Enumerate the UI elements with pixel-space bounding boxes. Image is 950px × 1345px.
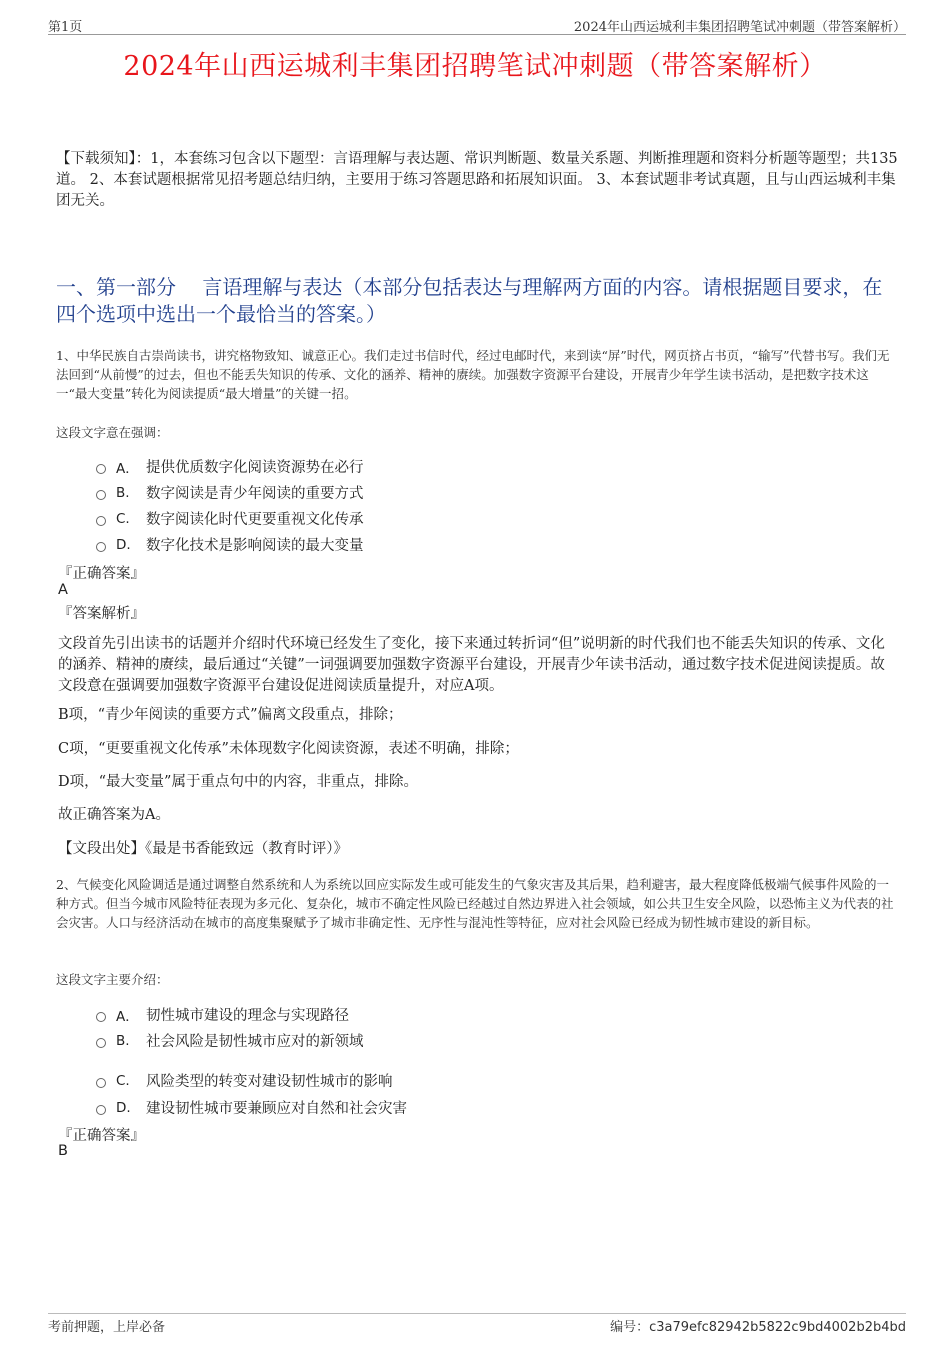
radio-icon[interactable] [96, 1012, 106, 1022]
question-1-analysis-c: C项，“更要重视文化传承”未体现数字化阅读资源，表述不明确，排除； [58, 741, 519, 757]
footer-slogan: 考前押题，上岸必备 [48, 1320, 166, 1335]
question-2-text: 2、气候变化风险调适是通过调整自然系统和人为系统以回应实际发生或可能发生的气象灾害及其后果，趋利避害，最大程度降低极端气候事件风险的一种方式。但当今城市风险特征表现为多元化、复杂化，城市不确定性风险已经越过自然边界进入社会领域，如公共卫生安全风险，以恐怖主义为代表的社会灾害。人口与经济活动在城市的高度集聚赋予了城市非确定性、无序性与混沌性等特征，应对社会风险已经成为韧性城市建设的新目标。 [56, 877, 894, 930]
question-1-source: 【文段出处】《最是书香能致远（教育时评）》 [58, 841, 348, 857]
radio-icon[interactable] [96, 464, 106, 474]
radio-icon[interactable] [96, 1038, 106, 1048]
question-2-prompt: 这段文字主要介绍： [56, 972, 169, 987]
question-2-option-a[interactable]: A． 韧性城市建设的理念与实现路径 [96, 1004, 349, 1025]
radio-icon[interactable] [96, 1105, 106, 1115]
question-2-option-d[interactable]: D. 建设韧性城市要兼顾应对自然和社会灾害 [96, 1097, 407, 1118]
download-notice: 【下载须知】：1，本套练习包含以下题型：言语理解与表达题、常识判断题、数量关系题、判断推理题和资料分析题等题型；共135道。 2、本套试题根据常见招考题总结归纳，主要用于练习答题思路和拓展知识面。 3、本套试题非考试真题，且与山西运城利丰集团无关。 [56, 151, 898, 209]
radio-icon[interactable] [96, 490, 106, 500]
question-1-answer-label: 『正确答案』 [58, 566, 145, 582]
question-1-prompt: 这段文字意在强调： [56, 425, 169, 440]
page-header [48, 14, 906, 35]
question-1-analysis-d: D项，“最大变量”属于重点句中的内容，非重点，排除。 [58, 774, 418, 790]
question-1-option-b[interactable]: B. 数字阅读是青少年阅读的重要方式 [96, 482, 364, 503]
radio-icon[interactable] [96, 516, 106, 526]
question-1-analysis-main: 文段首先引出读书的话题并介绍时代环境已经发生了变化，接下来通过转折词“但”说明新的时代我们也不能丢失知识的传承、文化的涵养、精神的赓续，最后通过“关键”一词强调要加强数字资源平台建设，开展青少年读书活动，通过数字技术促进阅读提质。故文段意在强调要加强数字资源平台建设促进阅读质量提升，对应A项。 [58, 636, 885, 694]
question-1-option-c[interactable]: C. 数字阅读化时代更要重视文化传承 [96, 508, 364, 529]
page-number: 第1页 [48, 20, 83, 35]
question-2-option-b[interactable]: B. 社会风险是韧性城市应对的新领域 [96, 1030, 364, 1051]
question-1-option-d[interactable]: D. 数字化技术是影响阅读的最大变量 [96, 534, 364, 555]
question-1-option-a[interactable]: A． 提供优质数字化阅读资源势在必行 [96, 456, 364, 477]
question-1-analysis-b: B项，“青少年阅读的重要方式”偏离文段重点，排除； [58, 707, 403, 723]
question-1-answer: A [58, 582, 68, 598]
header-doc-title: 2024年山西运城利丰集团招聘笔试冲刺题（带答案解析） [573, 20, 906, 35]
question-2-answer: B [58, 1143, 68, 1159]
page-footer [48, 1313, 906, 1335]
page-title: 2024年山西运城利丰集团招聘笔试冲刺题（带答案解析） [123, 51, 827, 82]
question-2-option-c[interactable]: C. 风险类型的转变对建设韧性城市的影响 [96, 1070, 393, 1091]
question-1-text: 1、中华民族自古崇尚读书，讲究格物致知、诚意正心。我们走过书信时代，经过电邮时代，来到读“屏”时代，网页挤占书页，“输写”代替书写。我们无法回到“从前慢”的过去，但也不能丢失知识的传承、文化的涵养、精神的赓续。加强数字资源平台建设，开展青少年学生读书活动，是把数字技术这一“最大变量”转化为阅读提质“最大增量”的关键一招。 [56, 348, 890, 401]
question-1-analysis-label: 『答案解析』 [58, 606, 145, 622]
footer-code: 编号：c3a79efc82942b5822c9bd4002b2b4bd [610, 1320, 906, 1335]
radio-icon[interactable] [96, 542, 106, 552]
section-title: 一、第一部分 言语理解与表达（本部分包括表达与理解两方面的内容。请根据题目要求，在四个选项中选出一个最恰当的答案。） [56, 275, 883, 326]
question-2-answer-label: 『正确答案』 [58, 1128, 145, 1144]
radio-icon[interactable] [96, 1078, 106, 1088]
question-1-analysis-conclusion: 故正确答案为A。 [58, 807, 170, 823]
